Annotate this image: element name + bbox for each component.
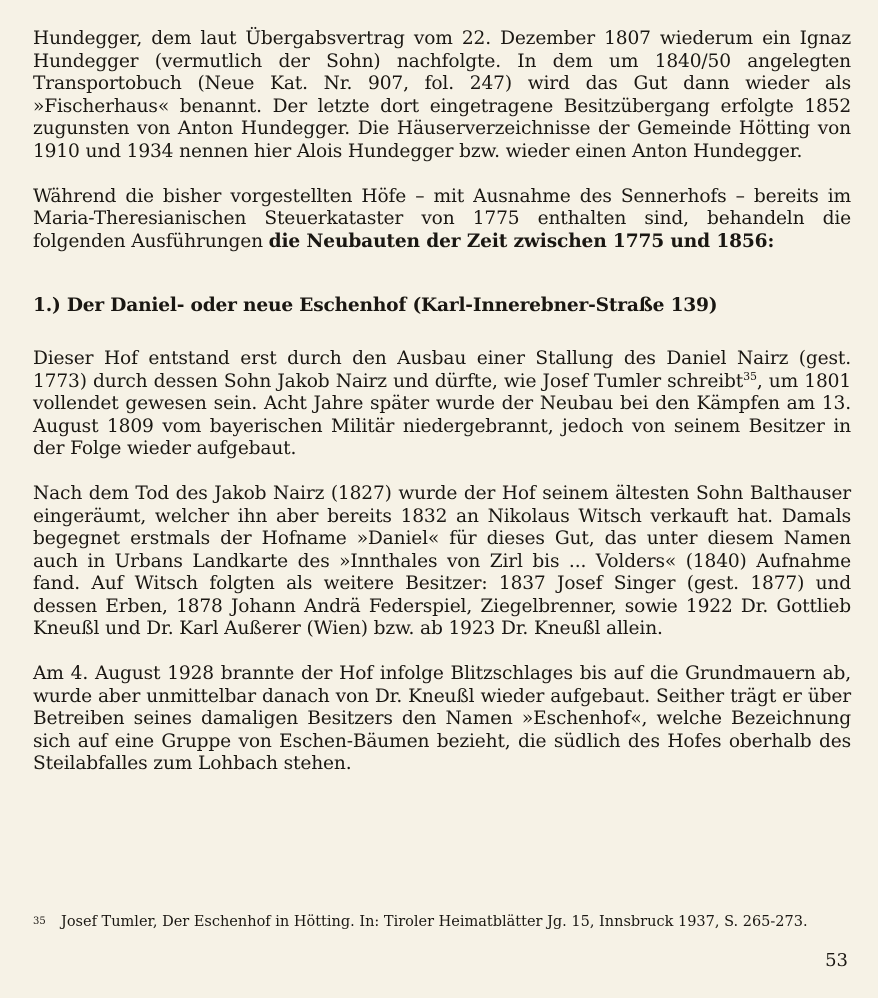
paragraph-3-start: Dieser Hof entstand erst durch den Ausbau einer Stallung des Daniel Nairz (gest. 1773) durch dessen Sohn Jakob Nairz und dürfte, wie Josef Tumler schreibt [33, 347, 851, 392]
footnote [33, 913, 851, 931]
paragraph-2-bold: die Neubauten der Zeit zwischen 1775 und 1856: [268, 230, 775, 252]
page-number: 53 [825, 950, 848, 971]
page-body [33, 28, 851, 776]
paragraph-5: Am 4. August 1928 brannte der Hof infolge Blitzschlages bis auf die Grundmauern ab, wurde aber unmittelbar danach von Dr. Kneußl wieder aufgebaut. Seither trägt er über Betreiben seines damaligen Besitzers den Namen »Eschenhof«, welche Bezeichnung sich auf eine Gruppe von Eschen-Bäumen bezieht, die südlich des Hofes oberhalb des Steilabfalles zum Lohbach stehen. [33, 663, 851, 775]
section-heading: 1.) Der Daniel- oder neue Eschenhof (Karl-Innerebner-Straße 139) [33, 295, 718, 317]
paragraph-1: Hundegger, dem laut Übergabsvertrag vom 22. Dezember 1807 wiederum ein Ignaz Hundegger (vermutlich der Sohn) nachfolgte. In dem um 1840/50 angelegten Transportobuch (Neue Kat. Nr. 907, fol. 247) wird das Gut dann wieder als »Fischerhaus« benannt. Der letzte dort eingetragene Besitzübergang erfolgte 1852 zugunsten von Anton Hundegger. Die Häuserverzeichnisse der Gemeinde Hötting von 1910 und 1934 nennen hier Alois Hundegger bzw. wieder einen Anton Hundegger. [33, 28, 851, 162]
paragraph-2 [33, 186, 851, 254]
paragraph-4: Nach dem Tod des Jakob Nairz (1827) wurde der Hof seinem ältesten Sohn Balthauser eingeräumt, welcher ihn aber bereits 1832 an Nikolaus Witsch verkauft hat. Damals begegnet erstmals der Hofname »Daniel« für dieses Gut, das unter diesem Namen auch in Urbans Landkarte des »Innthales von Zirl bis ... Volders« (1840) Aufnahme fand. Auf Witsch folgten als weitere Besitzer: 1837 Josef Singer (gest. 1877) und dessen Erben, 1878 Johann Andrä Federspiel, Ziegelbrenner, sowie 1922 Dr. Gottlieb Kneußl und Dr. Karl Außerer (Wien) bzw. ab 1923 Dr. Kneußl allein. [33, 482, 851, 640]
paragraph-2-text: Während die bisher vorgestellten Höfe – mit Ausnahme des Sennerhofs – bereits im Maria-Theresianischen Steuerkataster von 1775 enthalten sind, behandeln die folgenden Ausführungen [33, 185, 851, 252]
footnote-reference: 35 [743, 369, 757, 383]
footnote-text: Josef Tumler, Der Eschenhof in Hötting. In: Tiroler Heimatblätter Jg. 15, Innsbruck 1937, S. 265-273. [61, 914, 808, 930]
footnote-number: 35 [33, 916, 46, 927]
paragraph-3-end: , um 1801 vollendet gewesen sein. Acht Jahre später wurde der Neubau bei den Kämpfen am 13. August 1809 vom bayerischen Militär niedergebrannt, jedoch von seinem Besitzer in der Folge wieder aufgebaut. [33, 370, 852, 460]
paragraph-3 [33, 348, 851, 461]
